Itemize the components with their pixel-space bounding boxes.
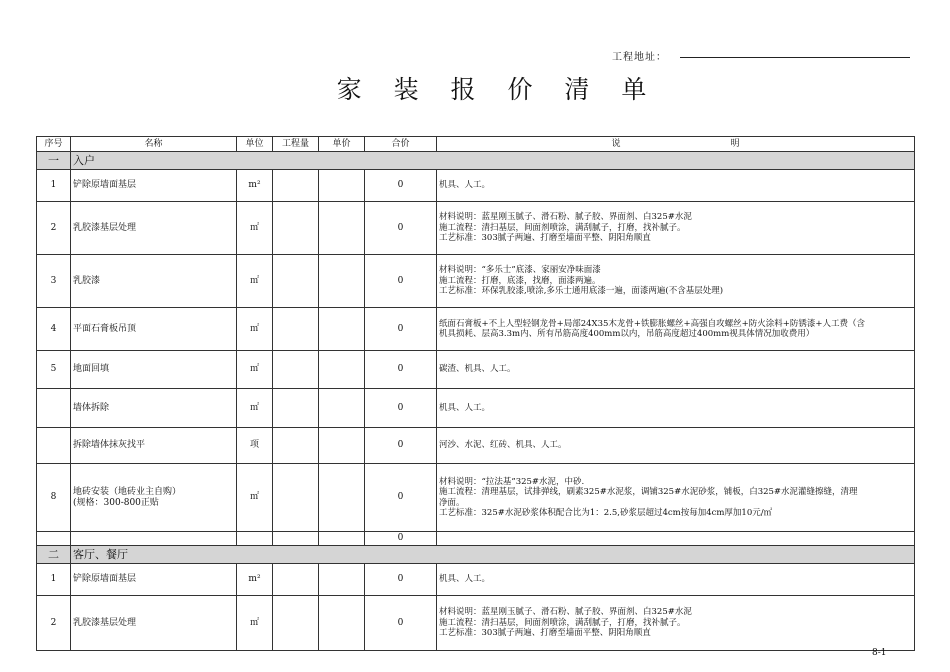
- item-desc: 材料说明：蓝星刚玉腻子、滑石粉、腻子胶、界面剂、白325#水泥 施工流程：清扫基层，间面剂喷涂，满刮腻子，打磨，找补腻子。 工艺标准：303腻子两遍、打磨至墙面平整、阴阳角顺直: [437, 596, 915, 651]
- item-total: 0: [365, 389, 437, 428]
- item-unit: ㎡: [237, 308, 273, 351]
- item-total: 0: [365, 464, 437, 532]
- item-price: [319, 170, 365, 202]
- table-row: [37, 464, 915, 532]
- item-no: [37, 428, 71, 464]
- item-qty: [273, 596, 319, 651]
- item-price: [319, 532, 365, 546]
- section-no: 一: [37, 152, 71, 170]
- table-row: [37, 255, 915, 308]
- item-qty: [273, 202, 319, 255]
- item-price: [319, 351, 365, 389]
- item-qty: [273, 532, 319, 546]
- section-no: 二: [37, 546, 71, 564]
- item-qty: [273, 389, 319, 428]
- item-no: 3: [37, 255, 71, 308]
- table-row: [37, 428, 915, 464]
- item-price: [319, 202, 365, 255]
- item-total: 0: [365, 170, 437, 202]
- col-header-desc-b: 明: [730, 138, 740, 149]
- item-no: 2: [37, 596, 71, 651]
- item-no: 1: [37, 564, 71, 596]
- item-name: 乳胶漆基层处理: [71, 202, 237, 255]
- item-desc: 纸面石膏板+不上人型轻钢龙骨+局部24X35木龙骨+铁膨胀螺丝+高强自攻螺丝+防火涂料+防锈漆+人工费（含 机具损耗、层高3.3m内、所有吊筋高度400mm以内，吊筋高度超过400mm视具体情况加收费用）: [437, 308, 915, 351]
- item-price: [319, 389, 365, 428]
- item-qty: [273, 170, 319, 202]
- item-total: 0: [365, 202, 437, 255]
- item-price: [319, 596, 365, 651]
- item-unit: ㎡: [237, 202, 273, 255]
- item-name: 乳胶漆: [71, 255, 237, 308]
- item-qty: [273, 308, 319, 351]
- item-no: 5: [37, 351, 71, 389]
- item-total: 0: [365, 428, 437, 464]
- item-desc: 机具、人工。: [437, 389, 915, 428]
- col-header-no: 序号: [37, 137, 71, 152]
- item-name: 乳胶漆基层处理: [71, 596, 237, 651]
- item-no: 2: [37, 202, 71, 255]
- item-name: [71, 532, 237, 546]
- table-row: [37, 170, 915, 202]
- table-row: [37, 596, 915, 651]
- section-row: [37, 152, 915, 170]
- item-total: 0: [365, 596, 437, 651]
- col-header-price: 单价: [319, 137, 365, 152]
- item-name: 拆除墙体抹灰找平: [71, 428, 237, 464]
- item-total: 0: [365, 308, 437, 351]
- col-header-unit: 单位: [237, 137, 273, 152]
- table-row: [37, 532, 915, 546]
- item-price: [319, 428, 365, 464]
- item-desc: 材料说明：蓝星刚玉腻子、滑石粉、腻子胶、界面剂、白325#水泥 施工流程：清扫基层，间面剂喷涂，满刮腻子，打磨，找补腻子。 工艺标准：303腻子两遍、打磨至墙面平整、阴阳角顺直: [437, 202, 915, 255]
- item-total: 0: [365, 255, 437, 308]
- item-desc: 材料说明：“拉法基”325#水泥，中砂. 施工流程：清理基层，试排弹线，刷素325#水泥浆，调铺325#水泥砂浆，铺板，白325#水泥灌缝擦缝，清理 净面。 工艺标准：325#水泥砂浆体积配合比为1：2.5,砂浆层超过4cm按每加4cm厚加10元/㎡: [437, 464, 915, 532]
- item-name: 铲除原墙面基层: [71, 170, 237, 202]
- item-no: 4: [37, 308, 71, 351]
- col-header-total: 合价: [365, 137, 437, 152]
- item-desc: 碳渣、机具、人工。: [437, 351, 915, 389]
- table-row: [37, 564, 915, 596]
- address-label: 工程地址：: [612, 52, 667, 63]
- section-name: 客厅、餐厅: [71, 546, 915, 564]
- item-unit: ㎡: [237, 351, 273, 389]
- col-header-desc-a: 说: [611, 138, 621, 149]
- item-qty: [273, 351, 319, 389]
- item-price: [319, 255, 365, 308]
- item-name: 墙体拆除: [71, 389, 237, 428]
- item-no: 8: [37, 464, 71, 532]
- item-total: 0: [365, 351, 437, 389]
- item-unit: ㎡: [237, 255, 273, 308]
- item-total: 0: [365, 564, 437, 596]
- item-unit: [237, 532, 273, 546]
- table-header-row: [37, 137, 915, 152]
- item-qty: [273, 564, 319, 596]
- table-row: [37, 389, 915, 428]
- item-name: 铲除原墙面基层: [71, 564, 237, 596]
- item-unit: 项: [237, 428, 273, 464]
- item-desc: 材料说明：“多乐士”底漆、家丽安净味面漆 施工流程：打磨，底漆，找磨，面漆两遍。 工艺标准：环保乳胶漆,喷涂,多乐士通用底漆一遍，面漆两遍(不含基层处理): [437, 255, 915, 308]
- item-name: 地砖安装（地砖业主自购） (规格：300-800正贴: [71, 464, 237, 532]
- item-name: 地面回填: [71, 351, 237, 389]
- item-total: 0: [365, 532, 437, 546]
- section-name: 入户: [71, 152, 915, 170]
- col-header-desc: [437, 137, 915, 152]
- item-desc: [437, 532, 915, 546]
- section-row: [37, 546, 915, 564]
- table-row: [37, 202, 915, 255]
- page-number: 8-1: [872, 648, 887, 658]
- item-price: [319, 464, 365, 532]
- item-name: 平面石膏板吊顶: [71, 308, 237, 351]
- item-unit: ㎡: [237, 389, 273, 428]
- item-qty: [273, 428, 319, 464]
- item-desc: 机具、人工。: [437, 564, 915, 596]
- item-unit: ㎡: [237, 464, 273, 532]
- col-header-qty: 工程量: [273, 137, 319, 152]
- item-unit: m²: [237, 170, 273, 202]
- item-desc: 机具、人工。: [437, 170, 915, 202]
- item-desc: 河沙、水泥、红砖、机具、人工。: [437, 428, 915, 464]
- item-price: [319, 308, 365, 351]
- col-header-name: 名称: [71, 137, 237, 152]
- item-qty: [273, 255, 319, 308]
- item-unit: ㎡: [237, 596, 273, 651]
- table-row: [37, 351, 915, 389]
- item-qty: [273, 464, 319, 532]
- item-unit: m²: [237, 564, 273, 596]
- item-no: 1: [37, 170, 71, 202]
- table-row: [37, 308, 915, 351]
- page-title: 家 装 报 价 清 单: [336, 75, 659, 104]
- address-blank-line: [680, 57, 910, 58]
- item-price: [319, 564, 365, 596]
- item-no: [37, 389, 71, 428]
- item-no: [37, 532, 71, 546]
- quote-table: [36, 136, 915, 651]
